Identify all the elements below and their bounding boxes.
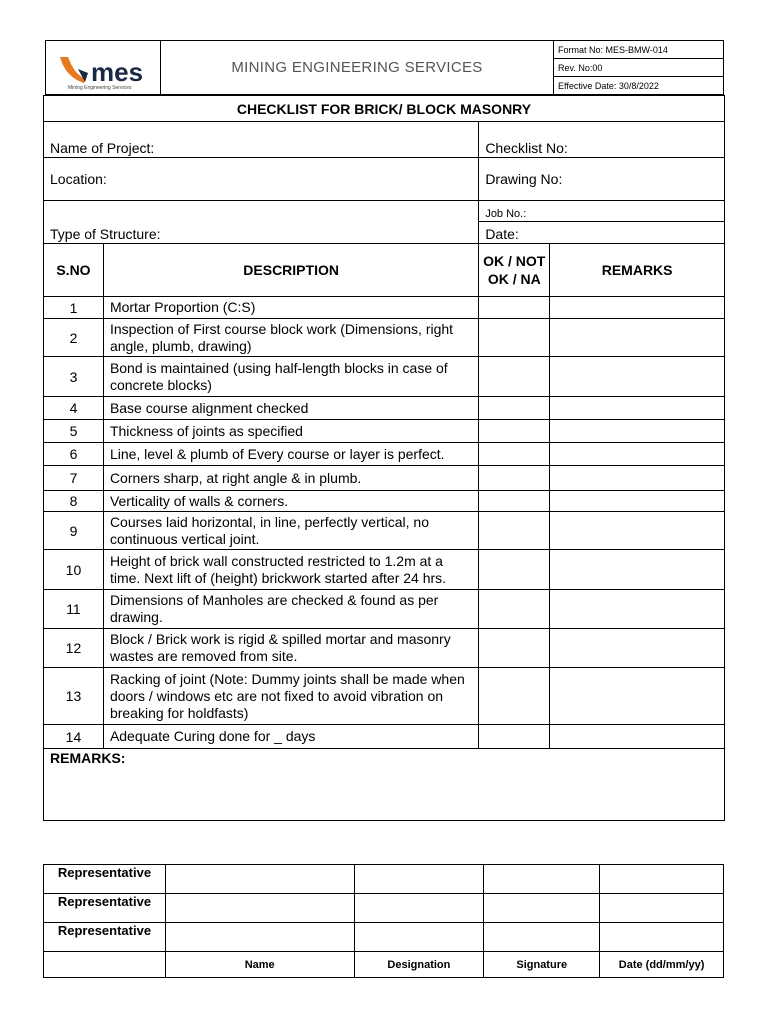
remarks-cell[interactable] bbox=[550, 319, 725, 357]
remarks-cell[interactable] bbox=[550, 397, 725, 420]
row-description: Corners sharp, at right angle & in plumb. bbox=[103, 466, 478, 491]
designation-cell[interactable] bbox=[354, 894, 484, 923]
revision-number: Rev. No:00 bbox=[554, 59, 724, 77]
row-number: 1 bbox=[44, 297, 104, 319]
document-header bbox=[45, 40, 724, 95]
table-row bbox=[44, 590, 725, 629]
table-row bbox=[44, 297, 725, 319]
remarks-cell[interactable] bbox=[550, 512, 725, 550]
row-description: Courses laid horizontal, in line, perfectly vertical, no continuous vertical joint. bbox=[103, 512, 478, 550]
blank-cell bbox=[44, 952, 166, 978]
status-cell[interactable] bbox=[479, 397, 550, 420]
row-description: Dimensions of Manholes are checked & found as per drawing. bbox=[103, 590, 478, 629]
representative-label: Representative bbox=[44, 894, 166, 923]
table-row bbox=[44, 550, 725, 590]
row-number: 8 bbox=[44, 491, 104, 512]
signature-cell[interactable] bbox=[484, 923, 600, 952]
name-cell[interactable] bbox=[165, 894, 354, 923]
status-cell[interactable] bbox=[479, 297, 550, 319]
signature-column-header: Signature bbox=[484, 952, 600, 978]
logo-tagline: Mining Engineering Services bbox=[68, 85, 132, 91]
row-description: Height of brick wall constructed restricted to 1.2m at a time. Next lift of (height) brickwork started after 24 hrs. bbox=[103, 550, 478, 590]
logo-text: mes bbox=[91, 57, 144, 85]
table-row bbox=[44, 319, 725, 357]
row-description: Block / Brick work is rigid & spilled mortar and masonry wastes are removed from site. bbox=[103, 629, 478, 668]
row-description: Verticality of walls & corners. bbox=[103, 491, 478, 512]
row-number: 6 bbox=[44, 443, 104, 466]
remarks-cell[interactable] bbox=[550, 357, 725, 397]
format-number: Format No: MES-BMW-014 bbox=[554, 41, 724, 59]
row-number: 4 bbox=[44, 397, 104, 420]
sno-header: S.NO bbox=[44, 244, 104, 297]
table-row bbox=[44, 397, 725, 420]
remarks-cell[interactable] bbox=[550, 668, 725, 725]
remarks-cell[interactable] bbox=[550, 491, 725, 512]
checklist-title: CHECKLIST FOR BRICK/ BLOCK MASONRY bbox=[44, 96, 725, 122]
date-field: Date: bbox=[479, 222, 725, 244]
remarks-cell[interactable] bbox=[550, 466, 725, 491]
row-number: 2 bbox=[44, 319, 104, 357]
date-cell[interactable] bbox=[600, 865, 724, 894]
designation-column-header: Designation bbox=[354, 952, 484, 978]
row-number: 12 bbox=[44, 629, 104, 668]
table-row bbox=[44, 357, 725, 397]
row-description: Mortar Proportion (C:S) bbox=[103, 297, 478, 319]
checklist-table bbox=[43, 95, 725, 821]
row-number: 7 bbox=[44, 466, 104, 491]
row-description: Base course alignment checked bbox=[103, 397, 478, 420]
status-header: OK / NOT OK / NA bbox=[479, 244, 550, 297]
row-number: 14 bbox=[44, 725, 104, 749]
table-row bbox=[44, 491, 725, 512]
designation-cell[interactable] bbox=[354, 865, 484, 894]
table-row bbox=[44, 512, 725, 550]
structure-type-field: Type of Structure: bbox=[44, 201, 479, 244]
mes-logo-icon bbox=[58, 51, 150, 85]
status-cell[interactable] bbox=[479, 466, 550, 491]
job-number-field: Job No.: bbox=[479, 201, 725, 222]
remarks-section: REMARKS: bbox=[44, 749, 725, 821]
date-column-header: Date (dd/mm/yy) bbox=[600, 952, 724, 978]
signature-column-headers bbox=[44, 952, 724, 978]
status-cell[interactable] bbox=[479, 443, 550, 466]
row-number: 10 bbox=[44, 550, 104, 590]
row-description: Thickness of joints as specified bbox=[103, 420, 478, 443]
remarks-cell[interactable] bbox=[550, 590, 725, 629]
name-column-header: Name bbox=[165, 952, 354, 978]
status-cell[interactable] bbox=[479, 420, 550, 443]
signature-row bbox=[44, 894, 724, 923]
row-number: 5 bbox=[44, 420, 104, 443]
row-description: Bond is maintained (using half-length blocks in case of concrete blocks) bbox=[103, 357, 478, 397]
table-row bbox=[44, 725, 725, 749]
row-description: Racking of joint (Note: Dummy joints shall be made when doors / windows etc are not fixed to avoid vibration on breaking for holdfasts) bbox=[103, 668, 478, 725]
signature-cell[interactable] bbox=[484, 865, 600, 894]
row-number: 9 bbox=[44, 512, 104, 550]
row-number: 13 bbox=[44, 668, 104, 725]
table-row bbox=[44, 629, 725, 668]
table-row bbox=[44, 668, 725, 725]
status-cell[interactable] bbox=[479, 550, 550, 590]
remarks-cell[interactable] bbox=[550, 725, 725, 749]
effective-date: Effective Date: 30/8/2022 bbox=[554, 77, 724, 95]
table-row bbox=[44, 466, 725, 491]
signature-row bbox=[44, 923, 724, 952]
row-description: Adequate Curing done for _ days bbox=[103, 725, 478, 749]
status-cell[interactable] bbox=[479, 590, 550, 629]
status-cell[interactable] bbox=[479, 629, 550, 668]
date-cell[interactable] bbox=[600, 923, 724, 952]
row-number: 11 bbox=[44, 590, 104, 629]
row-description: Inspection of First course block work (Dimensions, right angle, plumb, drawing) bbox=[103, 319, 478, 357]
status-cell[interactable] bbox=[479, 491, 550, 512]
remarks-cell[interactable] bbox=[550, 629, 725, 668]
row-description: Line, level & plumb of Every course or layer is perfect. bbox=[103, 443, 478, 466]
status-cell[interactable] bbox=[479, 725, 550, 749]
status-cell[interactable] bbox=[479, 512, 550, 550]
signature-cell[interactable] bbox=[484, 894, 600, 923]
company-name: MINING ENGINEERING SERVICES bbox=[161, 41, 554, 95]
remarks-cell[interactable] bbox=[550, 420, 725, 443]
remarks-header: REMARKS bbox=[550, 244, 725, 297]
remarks-cell[interactable] bbox=[550, 443, 725, 466]
checklist-number-field: Checklist No: bbox=[479, 122, 725, 158]
remarks-cell[interactable] bbox=[550, 550, 725, 590]
representative-label: Representative bbox=[44, 865, 166, 894]
representative-label: Representative bbox=[44, 923, 166, 952]
company-logo bbox=[46, 41, 161, 95]
date-cell[interactable] bbox=[600, 894, 724, 923]
signature-row bbox=[44, 865, 724, 894]
description-header: DESCRIPTION bbox=[103, 244, 478, 297]
location-field: Location: bbox=[44, 158, 479, 201]
status-cell[interactable] bbox=[479, 668, 550, 725]
project-name-field: Name of Project: bbox=[44, 122, 479, 158]
name-cell[interactable] bbox=[165, 865, 354, 894]
status-cell[interactable] bbox=[479, 357, 550, 397]
signature-table bbox=[43, 864, 724, 978]
row-number: 3 bbox=[44, 357, 104, 397]
table-row bbox=[44, 443, 725, 466]
table-row bbox=[44, 420, 725, 443]
name-cell[interactable] bbox=[165, 923, 354, 952]
designation-cell[interactable] bbox=[354, 923, 484, 952]
remarks-cell[interactable] bbox=[550, 297, 725, 319]
status-cell[interactable] bbox=[479, 319, 550, 357]
drawing-number-field: Drawing No: bbox=[479, 158, 725, 201]
